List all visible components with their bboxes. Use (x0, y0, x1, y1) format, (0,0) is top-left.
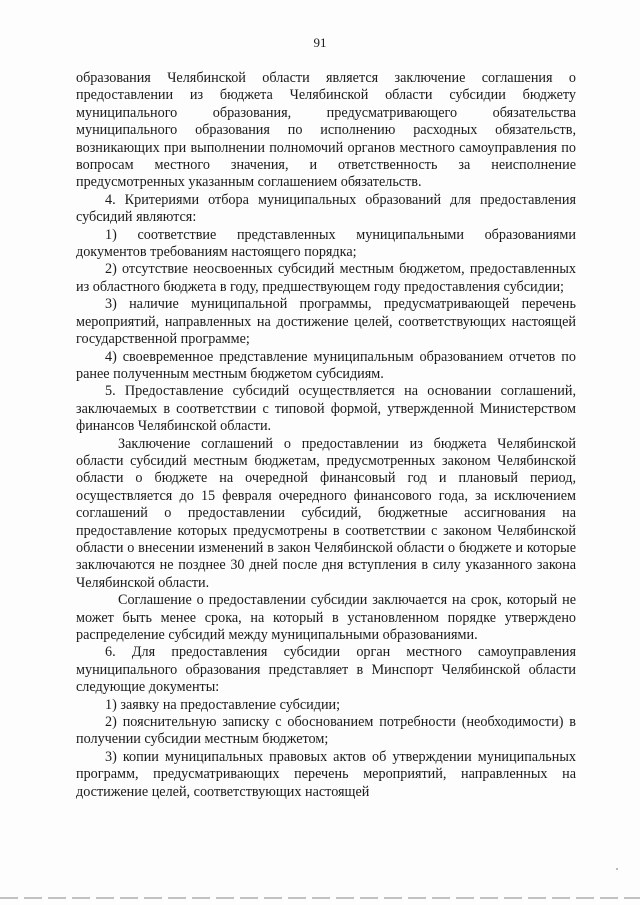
paragraph-criterion-2: 2) отсутствие неосвоенных субсидий местным бюджетом, предоставленных из областного бюджета в году, предшествующем году предоставления субсидии; (76, 261, 576, 295)
paragraph-agreement-term: Соглашение о предоставлении субсидии заключается на срок, который не может быть менее срока, на который в установленном порядке утверждено распределение субсидий между муниципальными образованиями. (76, 592, 576, 643)
paragraph-item-6: 6. Для предоставления субсидии орган местного самоуправления муниципального образования представляет в Минспорт Челябинской области следующие документы: (76, 644, 576, 696)
paragraph-document-3: 3) копии муниципальных правовых актов об утверждении муниципальных программ, предусматривающих перечень мероприятий, направленных на достижение целей, соответствующих настоящей (76, 748, 576, 800)
paragraph-document-1: 1) заявку на предоставление субсидии; (105, 696, 341, 713)
paragraph-criterion-1: 1) соответствие представленных муниципальными образованиями документов требованиям настоящего порядка; (76, 226, 576, 261)
paragraph-item-4: 4. Критериями отбора муниципальных образований для предоставления субсидий являются: (76, 191, 576, 226)
paragraph-continuation: образования Челябинской области является заключение соглашения о предоставлении из бюджета Челябинской области субсидии бюджету муниципального образования, предусматривающего обязательства муниципального образования по исполнению расходных обязательств, возникающих при выполнении полномочий органов местного самоуправления по вопросам местного значения, и ответственность за неисполнение предусмотренных указанным соглашением обязательств. (76, 70, 576, 191)
paragraph-item-5: 5. Предоставление субсидий осуществляется на основании соглашений, заключаемых в соответствии с типовой формой, утвержденной Министерством финансов Челябинской области. (76, 383, 576, 435)
scan-bottom-edge (0, 897, 640, 899)
page-number: 91 (313, 35, 327, 50)
paragraph-agreements: Заключение соглашений о предоставлении из бюджета Челябинской области субсидий местным бюджетам, предусмотренных законом Челябинской области о бюджете на очередной финансовый год и плановый период, осуществляется до 15 февраля очередного финансового года, за исключением соглашений о предоставлении субсидий, бюджетные ассигнования на предоставление которых предусмотрены в соответствии с законом Челябинской области о внесении изменений в закон Челябинской области о бюджете и которые заключаются не позднее 30 дней после дня вступления в силу указанного закона Челябинской области. (76, 435, 576, 591)
paragraph-criterion-4: 4) своевременное представление муниципальным образованием отчетов по ранее полученным местным бюджетом субсидиям. (76, 348, 576, 382)
document-body (76, 70, 576, 801)
scan-speck (616, 868, 618, 870)
paragraph-criterion-3: 3) наличие муниципальной программы, предусматривающей перечень мероприятий, направленных на достижение целей, соответствующих настоящей государственной программе; (76, 296, 576, 348)
paragraph-document-2: 2) пояснительную записку с обоснованием потребности (необходимости) в получении субсидии местным бюджетом; (76, 714, 576, 748)
